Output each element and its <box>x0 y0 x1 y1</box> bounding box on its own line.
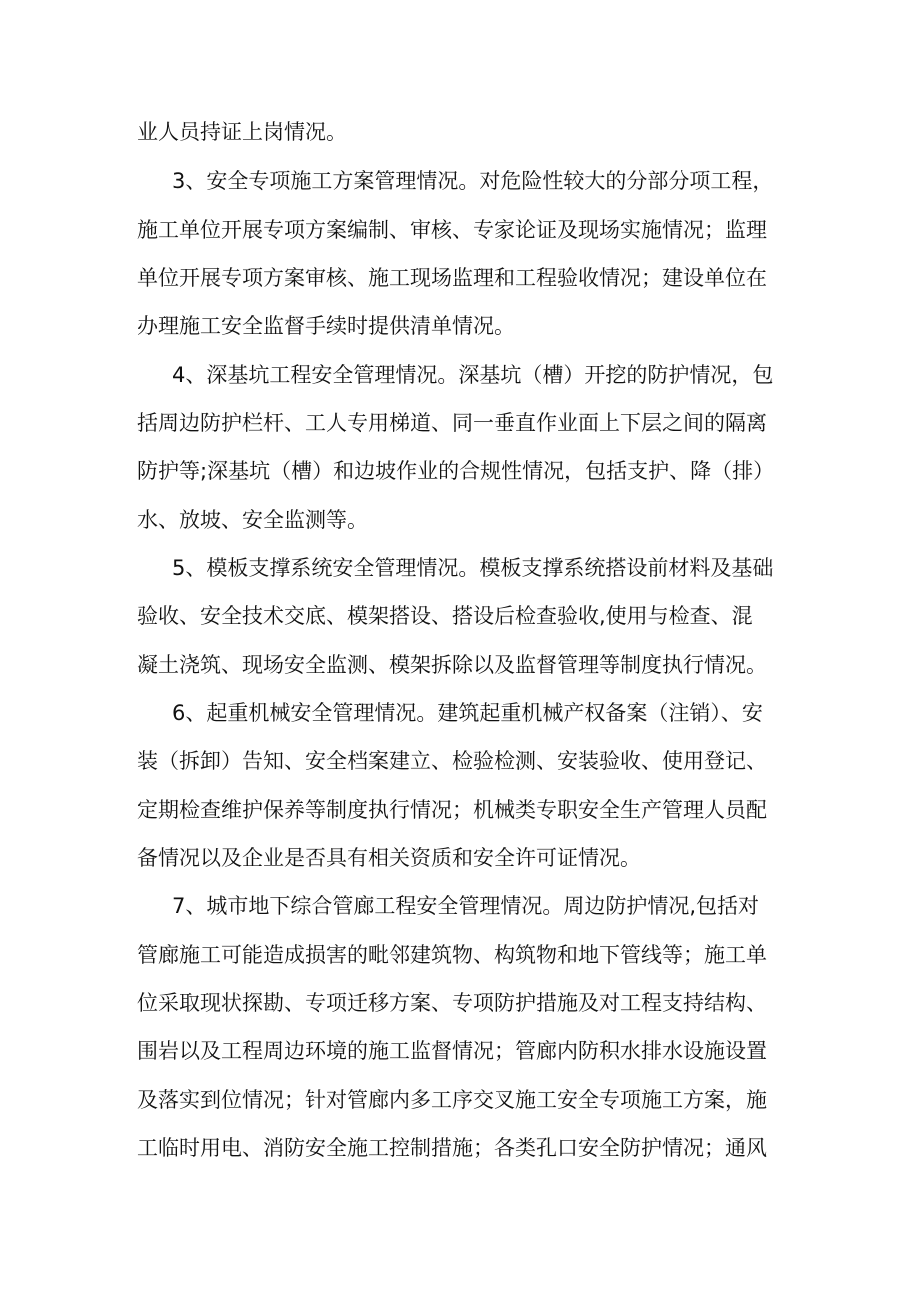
section-7-heading-line: 7、城市地下综合管廊工程安全管理情况。周边防护情况,包括对 <box>172 894 760 918</box>
text-line: 装（拆卸）告知、安全档案建立、检验检测、安装验收、使用登记、 <box>137 749 767 773</box>
text-line: 验收、安全技术交底、模架搭设、搭设后检查验收,使用与检查、混 <box>137 604 753 628</box>
text-line: 备情况以及企业是否具有相关资质和安全许可证情况。 <box>137 846 641 870</box>
text-line: 防护等;深基坑（槽）和边坡作业的合规性情况，包括支护、降（排） <box>137 459 775 483</box>
text-line: 定期检查维护保养等制度执行情况；机械类专职安全生产管理人员配 <box>137 798 767 822</box>
text-line: 围岩以及工程周边环境的施工监督情况；管廊内防积水排水设施设置 <box>137 1039 767 1063</box>
text-line: 单位开展专项方案审核、施工现场监理和工程验收情况；建设单位在 <box>137 266 767 290</box>
section-4-heading-line: 4、深基坑工程安全管理情况。深基坑（槽）开挖的防护情况，包 <box>172 363 774 387</box>
text-line: 业人员持证上岗情况。 <box>137 120 347 144</box>
section-5-heading-line: 5、模板支撑系统安全管理情况。模板支撑系统搭设前材料及基础 <box>172 556 774 580</box>
text-line: 及落实到位情况；针对管廊内多工序交叉施工安全专项施工方案，施 <box>137 1088 767 1112</box>
text-line: 凝土浇筑、现场安全监测、模架拆除以及监督管理等制度执行情况。 <box>137 653 767 677</box>
text-line: 括周边防护栏杆、工人专用梯道、同一垂直作业面上下层之间的隔离 <box>137 411 767 435</box>
text-line: 工临时用电、消防安全施工控制措施；各类孔口安全防护情况；通风 <box>137 1136 767 1160</box>
text-line: 施工单位开展专项方案编制、审核、专家论证及现场实施情况；监理 <box>137 218 767 242</box>
text-line: 管廊施工可能造成损害的毗邻建筑物、构筑物和地下管线等；施工单 <box>137 943 767 967</box>
section-3-heading-line: 3、安全专项施工方案管理情况。对危险性较大的分部分项工程， <box>172 169 774 193</box>
text-line: 水、放坡、安全监测等。 <box>137 508 368 532</box>
text-line: 位采取现状探勘、专项迁移方案、专项防护措施及对工程支持结构、 <box>137 991 767 1015</box>
section-6-heading-line: 6、起重机械安全管理情况。建筑起重机械产权备案（注销）、安 <box>172 701 763 725</box>
text-line: 办理施工安全监督手续时提供清单情况。 <box>137 314 515 338</box>
